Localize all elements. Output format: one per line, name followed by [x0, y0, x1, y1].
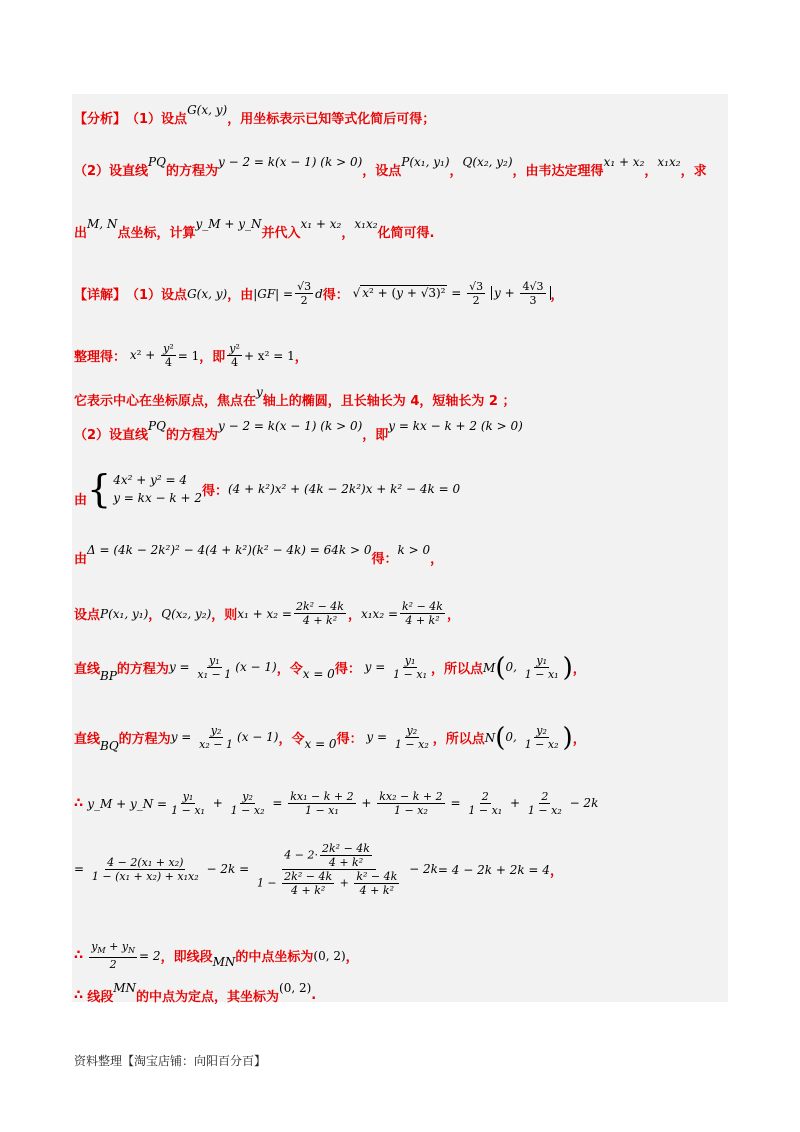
footer-source: 资料整理【淘宝店铺：向阳百分百】 — [74, 1054, 267, 1068]
detail-line-13: ∴ 线段 MN 的中点为定点，其坐标为 (0, 2) . — [74, 980, 317, 1005]
detail-line-10: ∴ y_M + y_N = $\frac{\text{y₁}}{\text{1 − x₁}}$ + $\frac{\text{y₂}}{\text{1 − x₂}}$ = $\frac{\text{kx₁ − k + 2}}{\text{1 − x₁}}$ + $\frac{\text{kx₂ − k + 2}}{\text{1 − x₂}}$ = $\frac{2}{\text{1 − x₁}}$ + $\frac{2}{\text{1 − x₂}}$ − 2k — [74, 790, 599, 817]
analysis-line-1: 【分析】 （1）设点 G(x, y) ，用坐标表示已知等式化简后可得； — [74, 102, 436, 127]
detail-line-3: 它表示中心在坐标原点，焦点在 y 轴上的椭圆，且长轴长为 4，短轴长为 2 ； — [74, 384, 516, 409]
detail-line-4: （2）设直线 PQ 的方程为 y − 2 = k(x − 1) (k > 0) ，即 y = kx − k + 2 (k > 0) — [74, 418, 523, 443]
analysis-line-2: （2）设直线 PQ 的方程为 y − 2 = k(x − 1) (k > 0) ，设点 P(x₁, y₁) ， Q(x₂, y₂) ，由韦达定理得 x₁ + x₂ ， x₁x₂ ，求 — [74, 154, 707, 179]
detail-line-7: 设点 P(x₁, y₁) ， Q(x₂, y₂) ，则 x₁ + x₂ = $\frac{\text{2k² − 4k}}{\text{4 + k²}}$ ， x₁x₂ = $\frac{\text{k² − 4k}}{\text{4 + k²}}$ ， — [74, 600, 460, 627]
detail-line-5: 由 { 4x² + y² = 4 y = kx − k + 2 得： (4 + k²)x² + (4k − 2k²)x + k² − 4k = 0 — [74, 467, 461, 511]
detail-line-9: 直线 BQ 的方程为 y = $\frac{\text{y₂}}{\text{x₂ − 1}}$ (x − 1) ，令 x = 0 得： y = $\frac{\text{y₂}}{\text{1 − x₂}}$ ，所以点 N ( 0, $\frac{\text{y₂}}{\text{1 − x₂}}$ ) ， — [74, 722, 586, 753]
detail-line-6: 由 Δ = (4k − 2k²)² − 4(4 + k²)(k² − 4k) = 64k > 0 得： k > 0 ， — [74, 542, 444, 567]
detail-line-8: 直线 BP 的方程为 y = $\frac{\text{y₁}}{\text{x₁ − 1}}$ (x − 1) ，令 x = 0 得： y = $\frac{\text{y₁}}{\text{1 − x₁}}$ ，所以点 M ( 0, $\frac{\text{y₁}}{\text{1 − x₁}}$ ) ， — [74, 652, 586, 683]
equation-system: { 4x² + y² = 4 y = kx − k + 2 — [87, 467, 202, 511]
detail-line-12: ∴ $\frac{y_M + y_N}{2}$ = 2 ，即线段 MN 的中点坐标为 (0, 2) ， — [74, 940, 359, 972]
detail-line-1: 【详解】 （1）设点 G(x, y) ，由 |GF| = $\frac{√3}{2}$ d 得： √ x² + (y + √3)² = $\frac{√3}{2}$ y + $\frac{4√3}{3}$ ， — [74, 280, 564, 307]
detail-tag: 【详解】 — [74, 288, 127, 303]
detail-line-11: = $\frac{\text{4 − 2(x₁ + x₂)}}{\text{1 − (x₁ + x₂) + x₁x₂}}$ − 2k = 4 − 2· $\frac{\text{2k² − 4k}}{\text{4 + k²}}$ 1 − $\frac{\text{2k² − 4k}}{\text{4 + k²}}$ + $\frac{\text{k² − 4k}}{\text{4 + k²}}$ − 2k = 4 − 2k + 2k = 4 ， — [74, 842, 563, 897]
distance-equation: √ x² + (y + √3)² = $\frac{√3}{2}$ y + $\frac{4√3}{3}$ — [349, 280, 551, 307]
detail-line-2: 整理得： x² + $\frac{\text{y²}}{4}$ = 1 ，即 $\frac{\text{y²}}{4}$ + x² = 1 ， — [74, 342, 308, 369]
analysis-tag: 【分析】 — [74, 112, 127, 127]
analysis-line-3: 出 M, N 点坐标，计算 y_M + y_N 并代入 x₁ + x₂ ， x₁x₂ 化简可得. — [74, 216, 435, 241]
